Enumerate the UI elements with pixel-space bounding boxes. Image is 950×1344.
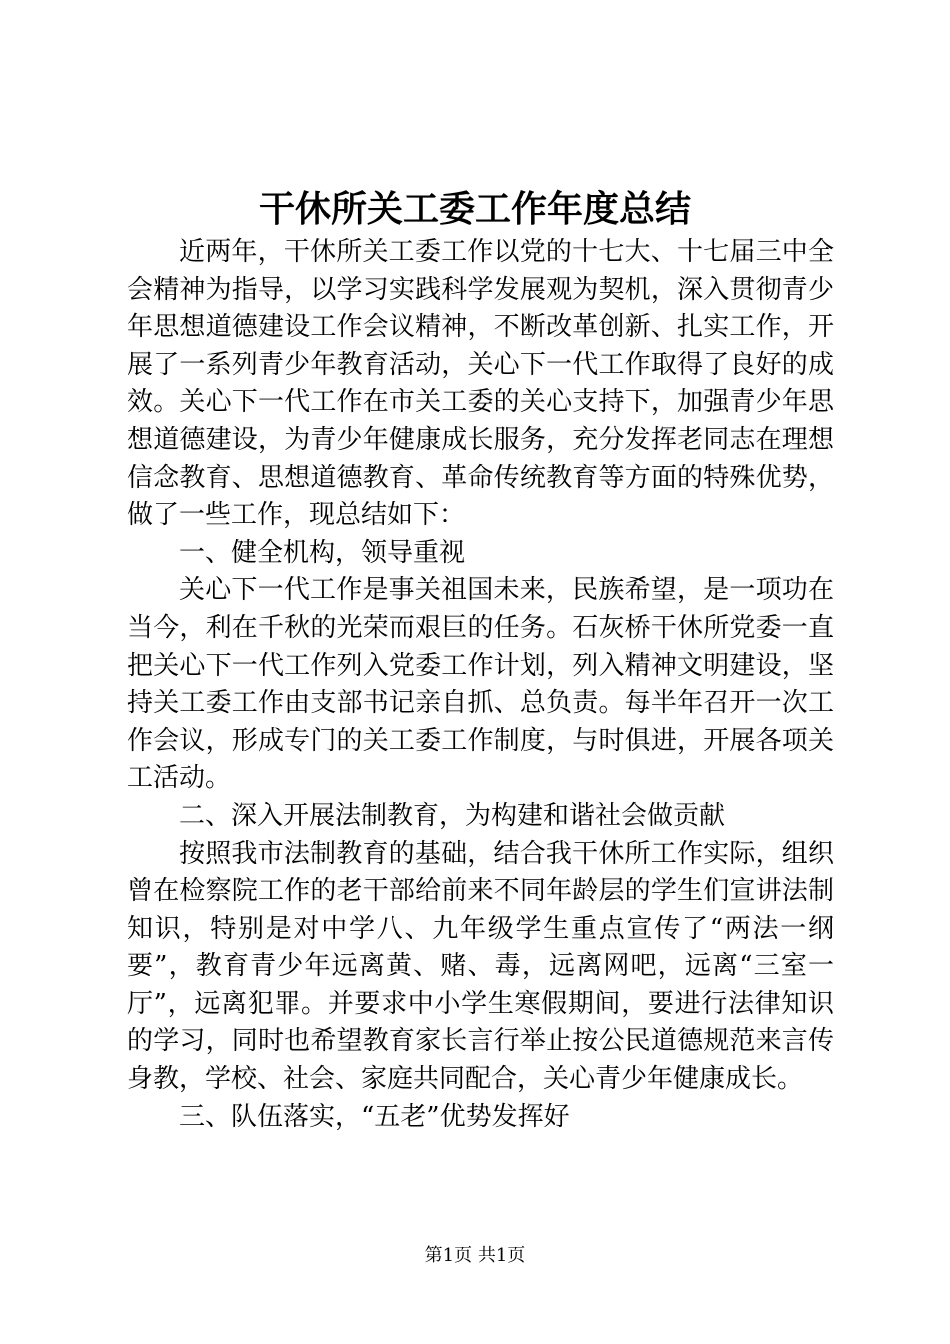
section-1-paragraph: 关心下一代工作是事关祖国未来，民族希望，是一项功在当今，利在千秋的光荣而艰巨的任务。石灰桥干休所党委一直把关心下一代工作列入党委工作计划，列入精神文明建设，坚持关工委工作由支部书记亲自抓、总负责。每半年召开一次工作会议，形成专门的关工委工作制度，与时俱进，开展各项关工活动。 [127, 575, 834, 794]
intro-paragraph: 近两年，干休所关工委工作以党的十七大、十七届三中全会精神为指导，以学习实践科学发展观为契机，深入贯彻青少年思想道德建设工作会议精神，不断改革创新、扎实工作，开展了一系列青少年教育活动，关心下一代工作取得了良好的成效。关心下一代工作在市关工委的关心支持下，加强青少年思想道德建设，为青少年健康成长服务，充分发挥老同志在理想信念教育、思想道德教育、革命传统教育等方面的特殊优势，做了一些工作，现总结如下： [127, 237, 834, 531]
document-body [127, 234, 834, 1136]
section-2-paragraph: 按照我市法制教育的基础，结合我干休所工作实际，组织曾在检察院工作的老干部给前来不同年龄层的学生们宣讲法制知识，特别是对中学八、九年级学生重点宣传了“两法一纲要”，教育青少年远离黄、赌、毒，远离网吧，远离“三室一厅”，远离犯罪。并要求中小学生寒假期间，要进行法律知识的学习，同时也希望教育家长言行举止按公民道德规范来言传身教，学校、社会、家庭共同配合，关心青少年健康成长。 [127, 838, 834, 1095]
section-heading-3: 三、队伍落实，“五老”优势发挥好 [179, 1101, 570, 1132]
document-title: 干休所关工委工作年度总结 [258, 188, 691, 230]
section-heading-1: 一、健全机构，领导重视 [179, 537, 466, 568]
section-heading-2: 二、深入开展法制教育，为构建和谐社会做贡献 [179, 800, 726, 831]
page-footer: 第1页 共1页 [424, 1245, 526, 1266]
